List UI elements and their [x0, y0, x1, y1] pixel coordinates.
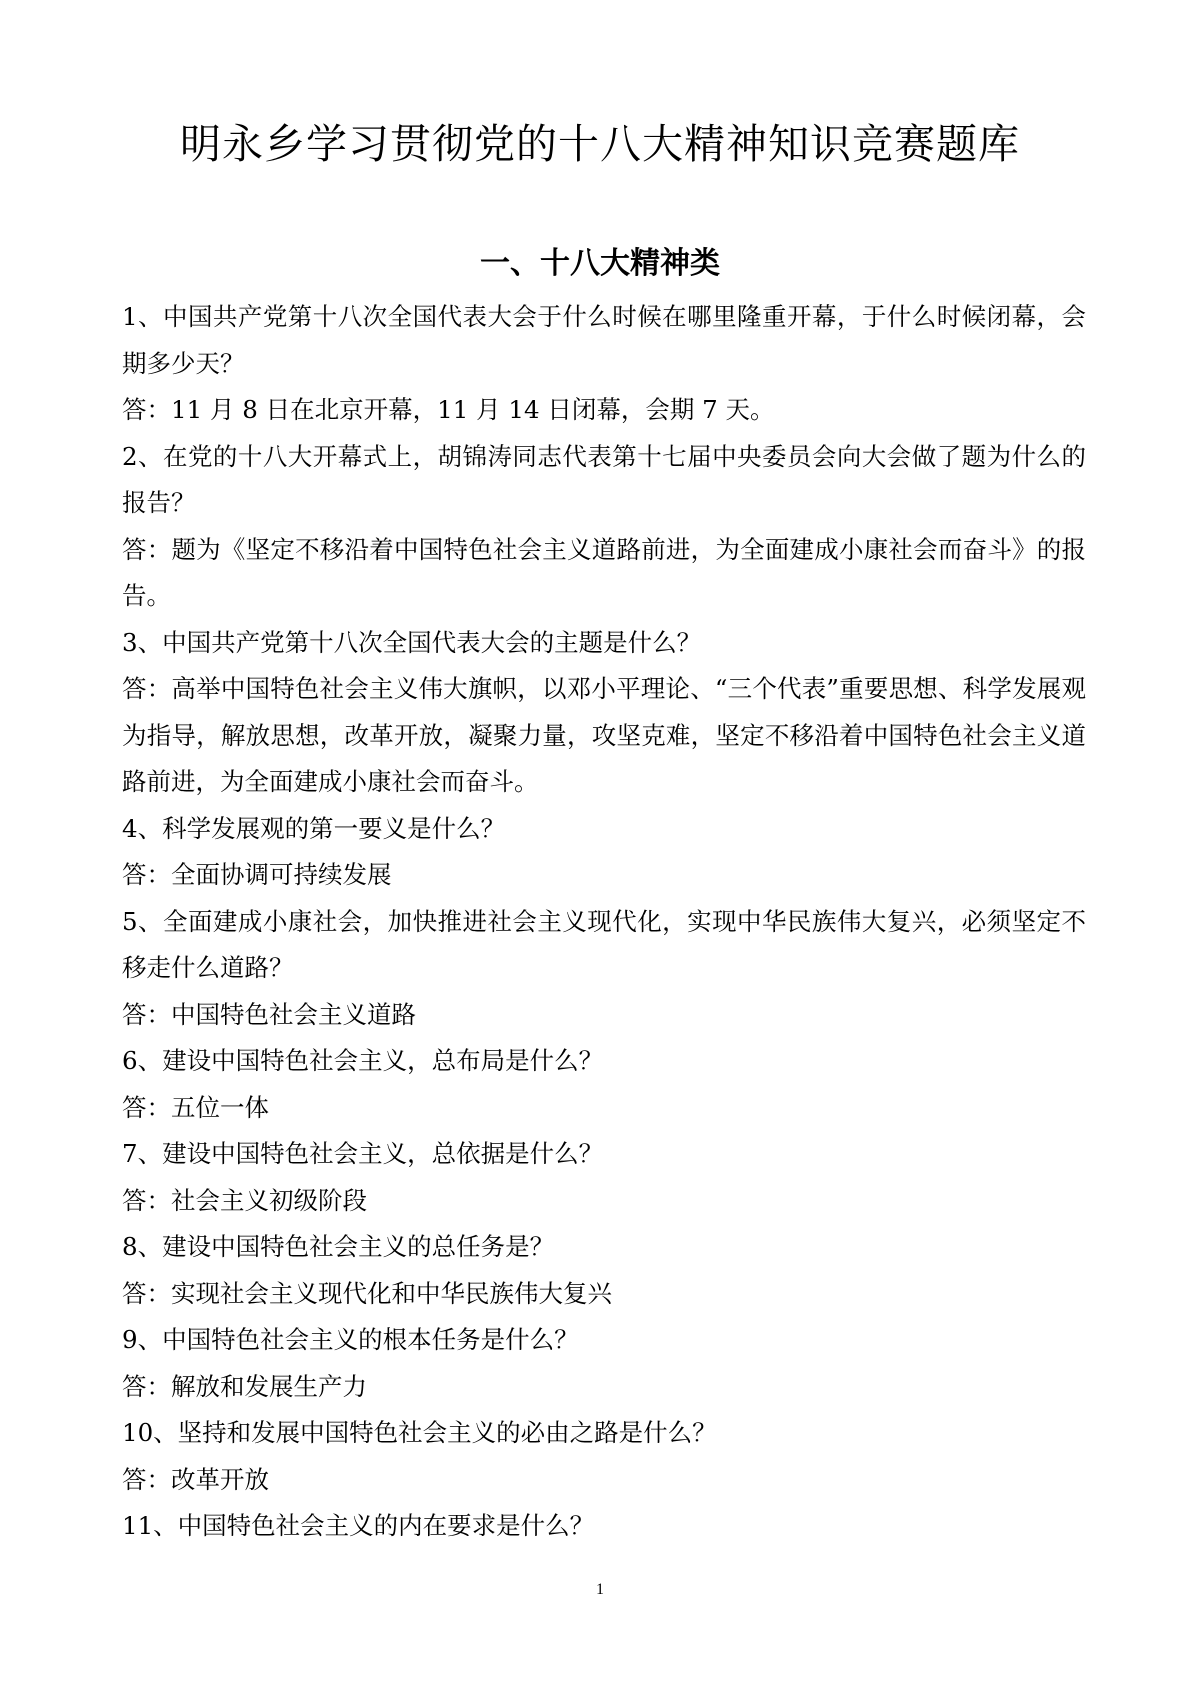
question-3: 3、中国共产党第十八次全国代表大会的主题是什么？ — [122, 627, 702, 657]
question-8: 8、建设中国特色社会主义的总任务是？ — [122, 1232, 555, 1261]
document-title: 明永乡学习贯彻党的十八大精神知识竞赛题库 — [180, 120, 1020, 168]
answer-4: 答：全面协调可持续发展 — [122, 860, 392, 889]
question-9: 9、中国特色社会主义的根本任务是什么？ — [122, 1325, 579, 1354]
answer-10: 答：改革开放 — [122, 1464, 269, 1494]
answer-1: 答：11 月 8 日在北京开幕，11 月 14 日闭幕，会期 7 天。 — [122, 395, 775, 424]
question-4: 4、科学发展观的第一要义是什么？ — [122, 813, 506, 843]
answer-5: 答：中国特色社会主义道路 — [122, 999, 416, 1029]
answer-8: 答：实现社会主义现代化和中华民族伟大复兴 — [122, 1278, 612, 1308]
question-7: 7、建设中国特色社会主义，总依据是什么？ — [122, 1139, 604, 1168]
answer-7: 答：社会主义初级阶段 — [122, 1185, 367, 1215]
question-1: 1、中国共产党第十八次全国代表大会于什么时候在哪里隆重开幕，于什么时候闭幕，会期多少天？ — [122, 302, 1086, 378]
page-number: 1 — [596, 1581, 604, 1598]
question-5: 5、全面建成小康社会，加快推进社会主义现代化，实现中华民族伟大复兴，必须坚定不移走什么道路？ — [122, 906, 1086, 982]
answer-9: 答：解放和发展生产力 — [122, 1371, 367, 1401]
answer-3: 答：高举中国特色社会主义伟大旗帜，以邓小平理论、“三个代表”重要思想、科学发展观为指导，解放思想，改革开放，凝聚力量，攻坚克难，坚定不移沿着中国特色社会主义道路前进，为全面建成小康社会而奋斗。 — [122, 674, 1086, 796]
question-2: 2、在党的十八大开幕式上，胡锦涛同志代表第十七届中央委员会向大会做了题为什么的报告？ — [122, 441, 1086, 517]
qa-list — [122, 294, 1086, 1550]
question-10: 10、坚持和发展中国特色社会主义的必由之路是什么？ — [122, 1418, 717, 1447]
section-heading: 一、十八大精神类 — [480, 246, 720, 281]
answer-2: 答：题为《坚定不移沿着中国特色社会主义道路前进，为全面建成小康社会而奋斗》的报告。 — [122, 534, 1086, 610]
answer-6: 答：五位一体 — [122, 1092, 269, 1122]
question-6: 6、建设中国特色社会主义，总布局是什么？ — [122, 1046, 604, 1075]
question-11: 11、中国特色社会主义的内在要求是什么？ — [122, 1511, 595, 1540]
